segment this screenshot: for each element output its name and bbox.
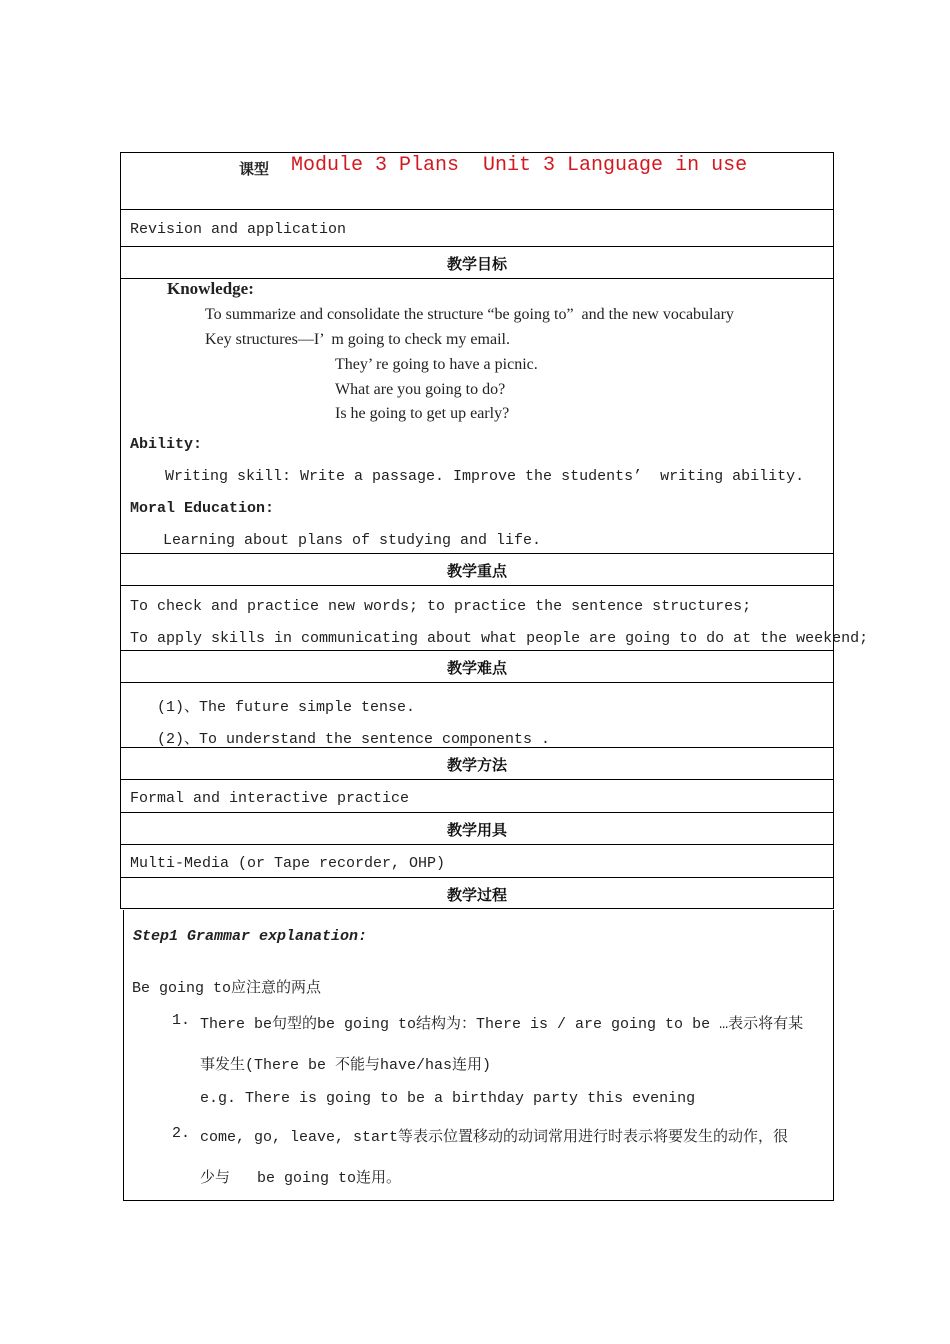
lesson-plan-table (120, 152, 869, 909)
ability-text: Writing skill: Write a passage. Improve the students’ writing ability. (165, 468, 805, 485)
lesson-type-row (121, 209, 833, 246)
difficulties-heading-row (121, 650, 833, 682)
page-title: Module 3 Plans Unit 3 Language in use (291, 154, 748, 177)
example-sentence: Is he going to get up early? (335, 405, 510, 422)
objectives-heading-row (121, 246, 833, 278)
key-point-line: To apply skills in communicating about what people are going to do at the weekend; (130, 630, 869, 647)
example-sentence: What are you going to do? (335, 381, 506, 398)
difficulties-body (121, 682, 833, 747)
tools-text: Multi-Media (or Tape recorder, OHP) (130, 855, 446, 872)
item-example: e.g. There is going to be a birthday party this evening (200, 1090, 696, 1107)
tools-body (121, 844, 833, 877)
difficulty-line: (2)、To understand the sentence components . (157, 731, 551, 748)
tools-heading: 教学用具 (446, 821, 507, 839)
title-row (121, 153, 833, 209)
item-text: come, go, leave, start等表示位置移动的动词常用进行时表示将要发生的动作，很 (200, 1129, 789, 1146)
knowledge-label: Knowledge: (167, 279, 254, 298)
key-points-body (121, 585, 869, 650)
lesson-type-value: Revision and application (130, 221, 347, 238)
process-intro: Be going to应注意的两点 (132, 980, 322, 997)
key-points-heading: 教学重点 (446, 562, 507, 580)
key-structures: Key structures—I’ m going to check my email. (205, 331, 510, 348)
methods-text: Formal and interactive practice (130, 790, 410, 807)
moral-label: Moral Education: (130, 500, 275, 517)
methods-heading: 教学方法 (446, 756, 507, 774)
knowledge-goal: To summarize and consolidate the structure “be going to” and the new vocabulary (205, 306, 734, 323)
difficulty-line: (1)、The future simple tense. (157, 699, 416, 716)
difficulties-heading: 教学难点 (446, 659, 507, 677)
item-number: 2. (172, 1125, 191, 1142)
moral-text: Learning about plans of studying and life. (163, 532, 542, 549)
step-title: Step1 Grammar explanation: (133, 928, 368, 945)
process-heading: 教学过程 (446, 886, 507, 904)
process-body (123, 910, 834, 1201)
item-text: There be句型的be going to结构为：There is / are going to be …表示将有某 (200, 1016, 804, 1033)
lesson-type-label: 课型 (239, 160, 270, 178)
objectives-heading: 教学目标 (446, 255, 507, 273)
objectives-body (121, 278, 833, 553)
item-text: 少与 be going to连用。 (200, 1170, 402, 1187)
methods-heading-row (121, 747, 833, 779)
key-point-line: To check and practice new words; to practice the sentence structures; (130, 598, 752, 615)
example-sentence: They’ re going to have a picnic. (335, 356, 538, 373)
methods-body (121, 779, 833, 812)
item-number: 1. (172, 1012, 191, 1029)
key-points-heading-row (121, 553, 833, 585)
tools-heading-row (121, 812, 833, 844)
item-text: 事发生(There be 不能与have/has连用) (200, 1057, 492, 1074)
process-heading-row (121, 877, 833, 908)
ability-label: Ability: (130, 436, 203, 453)
